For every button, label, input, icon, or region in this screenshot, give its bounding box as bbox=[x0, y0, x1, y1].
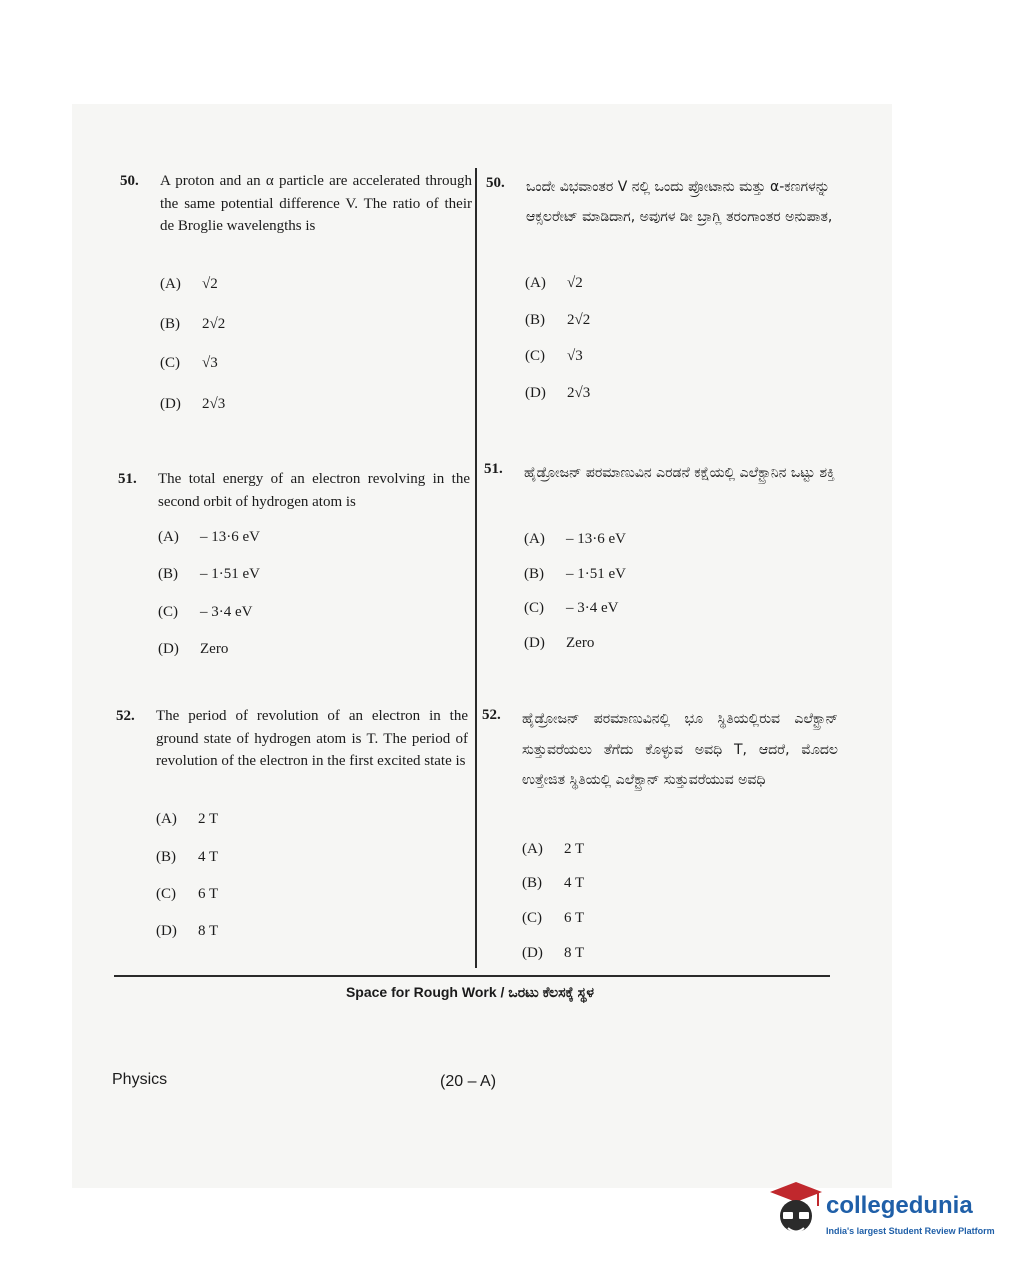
student-mascot-icon bbox=[768, 1178, 824, 1244]
question-text: ಹೈಡ್ರೋಜನ್ ಪರಮಾಣುವಿನಲ್ಲಿ ಭೂ ಸ್ಥಿತಿಯಲ್ಲಿರುವ ಎಲೆಕ್ಟ್ರಾನ್ ಸುತ್ತುವರೆಯಲು ತೆಗೆದು ಕೊಳ್ಳುವ ಅವಧಿ T, ಆದರೆ, ಮೊದಲ ಉತ್ತೇಜಿತ ಸ್ಥಿತಿಯಲ್ಲಿ ಎಲೆಕ್ಟ್ರಾನ್ ಸುತ್ತುವರೆಯುವ ಅವಧಿ bbox=[522, 711, 838, 788]
question-text: The period of revolution of an electron in the ground state of hydrogen atom is T. The period of revolution of the electron in the first excited state is bbox=[156, 708, 468, 769]
q50-kn-option-d: (D) 2√3 bbox=[525, 385, 591, 401]
q50-en-option-c: (C) √3 bbox=[160, 355, 218, 371]
q51-kn-option-a: (A) – 13·6 eV bbox=[524, 531, 626, 547]
footer-page-number: (20 – A) bbox=[440, 1073, 497, 1090]
q52-kn-option-c: (C) 6 T bbox=[522, 910, 585, 926]
question-50-kn bbox=[486, 172, 836, 262]
q52-en-option-b: (B) 4 T bbox=[156, 849, 219, 865]
collegedunia-logo[interactable] bbox=[768, 1178, 998, 1248]
rough-work-divider bbox=[114, 975, 830, 977]
question-text: The total energy of an electron revolving in the second orbit of hydrogen atom is bbox=[158, 471, 470, 510]
q52-kn-option-d: (D) 8 T bbox=[522, 945, 585, 961]
q51-kn-option-b: (B) – 1·51 eV bbox=[524, 566, 626, 582]
question-text: ಒಂದೇ ವಿಭವಾಂತರ V ನಲ್ಲಿ ಒಂದು ಪ್ರೋಟಾನು ಮತ್ತು α-ಕಣಗಳನ್ನು ಆಕ್ಸಲರೇಟ್ ಮಾಡಿದಾಗ, ಅವುಗಳ ಡೀ ಬ್ರಾಗ್ಲಿ ತರಂಗಾಂತರ ಅನುಪಾತ, bbox=[526, 179, 833, 225]
column-divider bbox=[475, 168, 477, 968]
q52-kn-option-a: (A) 2 T bbox=[522, 841, 585, 857]
question-text: ಹೈಡ್ರೋಜನ್ ಪರಮಾಣುವಿನ ಎರಡನೆ ಕಕ್ಷೆಯಲ್ಲಿ ಎಲೆಕ್ಟ್ರಾನಿನ ಒಟ್ಟು ಶಕ್ತಿ bbox=[524, 465, 835, 481]
q51-en-option-d: (D) Zero bbox=[158, 641, 229, 657]
question-51-en bbox=[118, 468, 470, 516]
question-number: 50. bbox=[120, 173, 139, 189]
q52-en-option-d: (D) 8 T bbox=[156, 923, 219, 939]
q51-kn-option-c: (C) – 3·4 eV bbox=[524, 600, 619, 616]
q52-en-option-a: (A) 2 T bbox=[156, 811, 219, 827]
q51-en-option-c: (C) – 3·4 eV bbox=[158, 604, 253, 620]
q52-kn-option-b: (B) 4 T bbox=[522, 875, 585, 891]
q50-kn-option-a: (A) √2 bbox=[525, 275, 583, 291]
q50-kn-option-c: (C) √3 bbox=[525, 348, 583, 364]
q52-en-option-c: (C) 6 T bbox=[156, 886, 219, 902]
question-50-en bbox=[120, 170, 472, 260]
question-52-kn bbox=[482, 704, 836, 828]
q51-en-option-a: (A) – 13·6 eV bbox=[158, 529, 260, 545]
footer-subject: Physics bbox=[112, 1071, 168, 1088]
question-number: 51. bbox=[484, 461, 503, 477]
brand-tagline: India's largest Student Review Platform bbox=[826, 1226, 995, 1236]
question-number: 52. bbox=[482, 707, 501, 723]
q50-kn-option-b: (B) 2√2 bbox=[525, 312, 591, 328]
brand-name: collegedunia bbox=[826, 1192, 973, 1219]
question-number: 51. bbox=[118, 471, 137, 487]
q51-en-option-b: (B) – 1·51 eV bbox=[158, 566, 260, 582]
question-number: 50. bbox=[486, 175, 505, 191]
question-52-en bbox=[116, 705, 468, 797]
question-number: 52. bbox=[116, 708, 135, 724]
question-51-kn bbox=[484, 458, 836, 518]
q50-en-option-b: (B) 2√2 bbox=[160, 316, 226, 332]
rough-work-label: Space for Rough Work / ಒರಟು ಕೆಲಸಕ್ಕೆ ಸ್ಥಳ bbox=[345, 984, 595, 1000]
q50-en-option-a: (A) √2 bbox=[160, 276, 218, 292]
q50-en-option-d: (D) 2√3 bbox=[160, 396, 226, 412]
q51-kn-option-d: (D) Zero bbox=[524, 635, 595, 651]
question-text: A proton and an α particle are accelerated through the same potential difference V. The ratio of their de Broglie wavelengths is bbox=[160, 173, 472, 234]
